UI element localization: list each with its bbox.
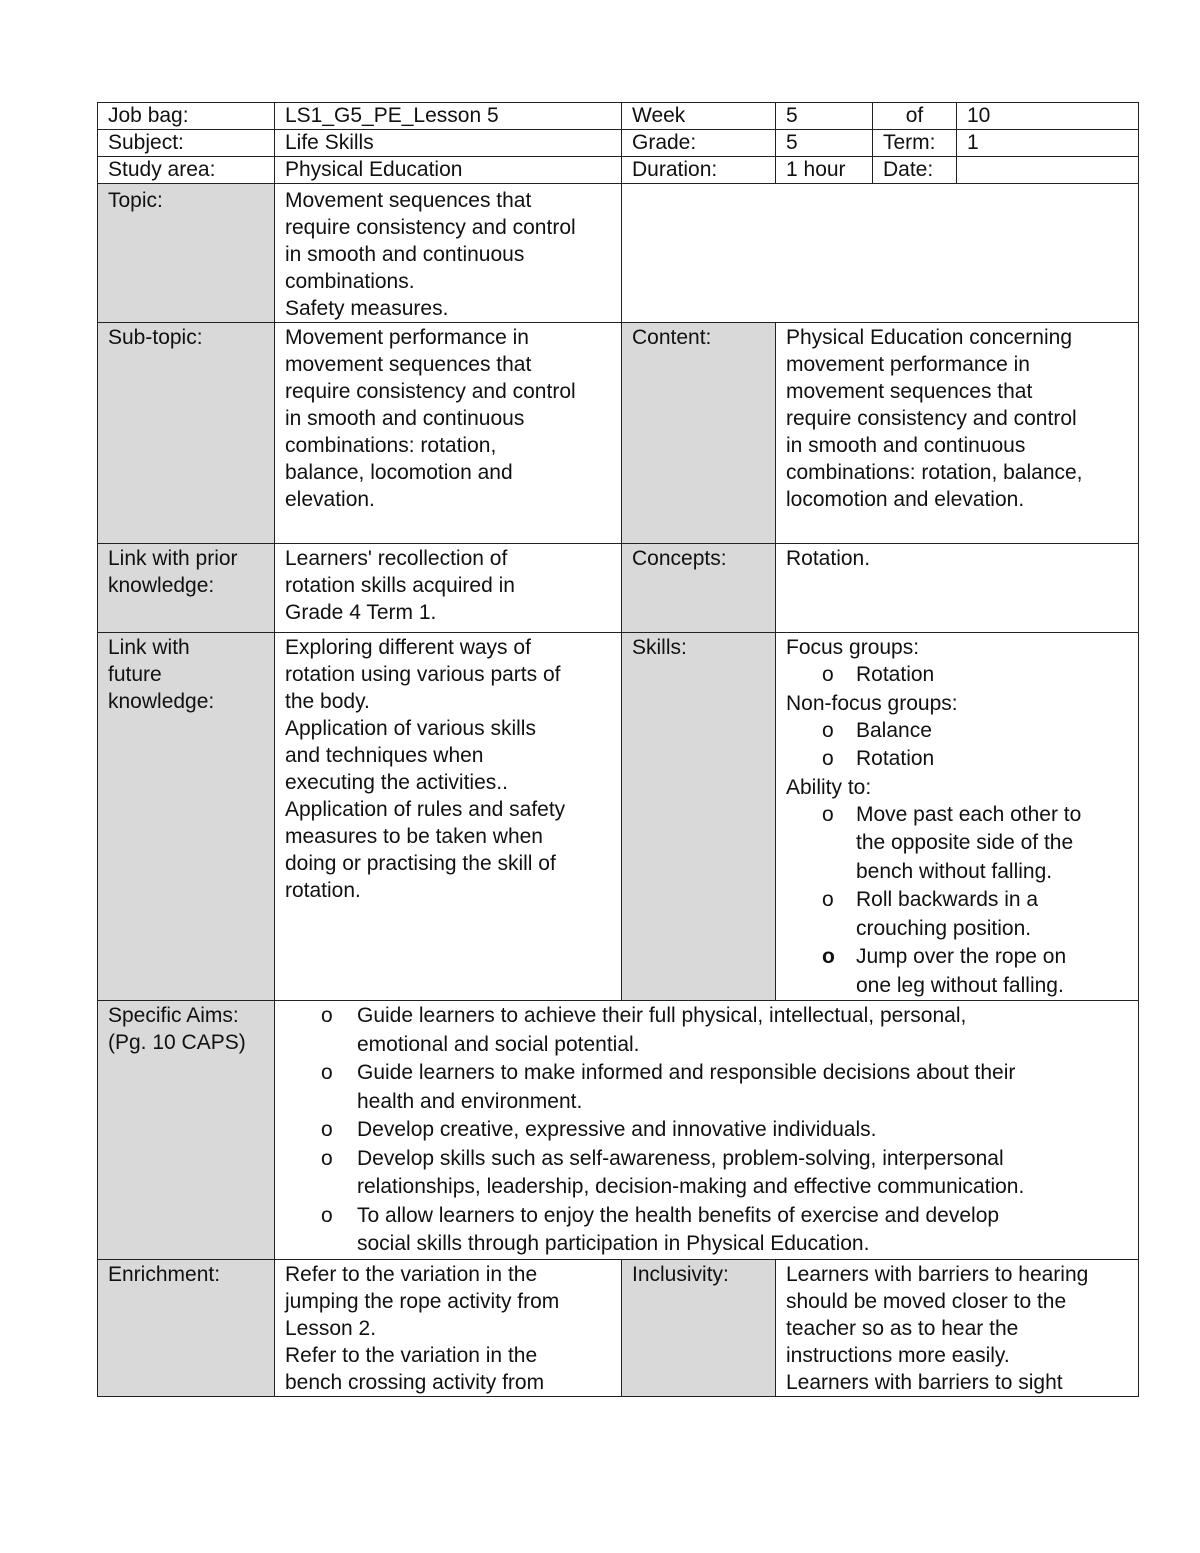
subtopic-line: balance, locomotion and [285, 461, 513, 484]
list-item-text: Balance [856, 718, 932, 742]
circle-bullet-icon: o [321, 1004, 333, 1027]
topic-line: in smooth and continuous [285, 243, 525, 266]
content-line: Physical Education concerning [786, 326, 1073, 349]
circle-bullet-icon: o [321, 1203, 333, 1227]
future-line: executing the activities.. [285, 771, 508, 794]
skills-label: Skills: [622, 633, 776, 1001]
list-item [285, 1202, 1138, 1259]
lesson-plan-table [97, 102, 1139, 1397]
list-item-line: Jump over the rope on [856, 945, 1067, 968]
future-line: doing or practising the skill of [285, 852, 556, 875]
circle-bullet-icon: o [822, 802, 834, 826]
inclusivity-label: Inclusivity: [622, 1259, 776, 1396]
future-knowledge-label [98, 633, 275, 1001]
specific-aims-content [275, 1001, 1139, 1260]
list-item-line: one leg without falling. [856, 973, 1064, 997]
inclusivity-line: teacher so as to hear the [786, 1316, 1019, 1340]
enrichment-row [98, 1259, 1139, 1396]
skills-content [776, 633, 1139, 1001]
subtopic-label: Sub-topic: [98, 323, 275, 544]
list-item [285, 1059, 1138, 1116]
content-line: in smooth and continuous [786, 434, 1026, 457]
list-item-line: Guide learners to achieve their full physical, intellectual, personal, [357, 1004, 967, 1027]
circle-bullet-icon: o [822, 888, 834, 911]
ability-list [786, 801, 1138, 1001]
future-line: and techniques when [285, 744, 484, 767]
term-value: 1 [957, 130, 1139, 157]
prior-knowledge-row [98, 544, 1139, 633]
subtopic-line: elevation. [285, 488, 375, 511]
list-item [786, 943, 1138, 1000]
list-item-line: social skills through participation in Physical Education. [357, 1232, 870, 1255]
prior-line: Grade 4 Term 1. [285, 601, 437, 624]
inclusivity-text [776, 1259, 1139, 1396]
circle-bullet-icon: o [822, 663, 834, 686]
list-item [786, 886, 1138, 943]
of-label: of [873, 103, 957, 130]
future-line: Application of rules and safety [285, 798, 566, 821]
content-line: require consistency and control [786, 407, 1077, 430]
circle-bullet-icon: o [822, 945, 835, 968]
subject-label: Subject: [98, 130, 275, 157]
content-line: locomotion and elevation. [786, 488, 1025, 511]
list-item-line: Move past each other to [856, 802, 1082, 826]
list-item [786, 661, 1138, 690]
content-line: combinations: rotation, balance, [786, 461, 1083, 484]
content-line: movement sequences that [786, 380, 1033, 403]
prior-label-line: knowledge: [108, 574, 215, 597]
list-item-line: To allow learners to enjoy the health benefits of exercise and develop [357, 1203, 1000, 1227]
date-value [957, 157, 1139, 184]
future-label-line: knowledge: [108, 690, 215, 713]
list-item [786, 801, 1138, 887]
non-focus-groups-list [786, 717, 1138, 774]
inclusivity-line: Learners with barriers to hearing [786, 1262, 1089, 1286]
list-item-line: relationships, leadership, decision-making and effective communication. [357, 1175, 1025, 1198]
future-line: Exploring different ways of [285, 636, 531, 659]
list-item [786, 717, 1138, 746]
prior-knowledge-text [275, 544, 622, 633]
header-row-subject [98, 130, 1139, 157]
subtopic-line: in smooth and continuous [285, 407, 525, 430]
subtopic-line: require consistency and control [285, 380, 576, 403]
enrichment-text [275, 1259, 622, 1396]
list-item-line: the opposite side of the [856, 831, 1074, 854]
subtopic-text [275, 323, 622, 544]
topic-line: require consistency and control [285, 216, 576, 239]
duration-value: 1 hour [776, 157, 873, 184]
specific-aims-label [98, 1001, 275, 1260]
list-item-text: Rotation [856, 747, 935, 770]
circle-bullet-icon: o [822, 747, 834, 770]
date-label: Date: [873, 157, 957, 184]
concepts-label: Concepts: [622, 544, 776, 633]
grade-value: 5 [776, 130, 873, 157]
list-item-line: Roll backwards in a [856, 888, 1039, 911]
job-bag-value: LS1_G5_PE_Lesson 5 [275, 103, 622, 130]
aims-label-line: Specific Aims: [108, 1004, 239, 1027]
subtopic-line: combinations: rotation, [285, 434, 497, 457]
header-row-study-area [98, 157, 1139, 184]
circle-bullet-icon: o [321, 1146, 333, 1170]
focus-groups-heading: Focus groups: [786, 636, 920, 659]
week-label: Week [622, 103, 776, 130]
specific-aims-row [98, 1001, 1139, 1260]
study-area-label: Study area: [98, 157, 275, 184]
enrichment-line: jumping the rope activity from [285, 1289, 560, 1313]
list-item-line: Guide learners to make informed and responsible decisions about their [357, 1061, 1016, 1084]
non-focus-groups-heading: Non-focus groups: [786, 691, 958, 715]
future-line: rotation using various parts of [285, 663, 561, 686]
topic-line: Movement sequences that [285, 189, 532, 212]
content-label: Content: [622, 323, 776, 544]
prior-knowledge-label [98, 544, 275, 633]
job-bag-label: Job bag: [98, 103, 275, 130]
list-item-line: Develop skills such as self-awareness, problem-solving, interpersonal [357, 1146, 1004, 1170]
week-value: 5 [776, 103, 873, 130]
future-line: measures to be taken when [285, 825, 543, 848]
header-row-job-bag [98, 103, 1139, 130]
focus-groups-list [786, 661, 1138, 690]
aims-list [285, 1002, 1138, 1259]
list-item-line: Develop creative, expressive and innovative individuals. [357, 1118, 877, 1141]
future-line: Application of various skills [285, 717, 536, 740]
topic-line: Safety measures. [285, 297, 449, 320]
topic-empty-cell [622, 184, 1139, 323]
topic-row [98, 184, 1139, 323]
list-item [786, 745, 1138, 774]
concepts-value: Rotation. [776, 544, 1139, 633]
enrichment-line: Lesson 2. [285, 1316, 377, 1340]
list-item [285, 1116, 1138, 1145]
circle-bullet-icon: o [321, 1118, 333, 1141]
list-item-line: emotional and social potential. [357, 1032, 640, 1056]
inclusivity-line: should be moved closer to the [786, 1289, 1067, 1313]
topic-text [275, 184, 622, 323]
list-item-line: health and environment. [357, 1089, 583, 1113]
enrichment-label: Enrichment: [98, 1259, 275, 1396]
list-item-text: Rotation [856, 663, 935, 686]
content-text [776, 323, 1139, 544]
of-value: 10 [957, 103, 1139, 130]
subject-value: Life Skills [275, 130, 622, 157]
topic-label: Topic: [98, 184, 275, 323]
enrichment-line: Refer to the variation in the [285, 1262, 538, 1286]
circle-bullet-icon: o [822, 718, 834, 742]
future-knowledge-text [275, 633, 622, 1001]
topic-line: combinations. [285, 270, 415, 293]
duration-label: Duration: [622, 157, 776, 184]
grade-label: Grade: [622, 130, 776, 157]
subtopic-row [98, 323, 1139, 544]
future-label-line: Link with [108, 636, 190, 659]
subtopic-line: movement sequences that [285, 353, 532, 376]
enrichment-line: bench crossing activity from [285, 1370, 545, 1394]
term-label: Term: [873, 130, 957, 157]
prior-line: Learners' recollection of [285, 547, 508, 570]
list-item-line: bench without falling. [856, 859, 1053, 883]
ability-heading: Ability to: [786, 775, 872, 799]
inclusivity-line: instructions more easily. [786, 1343, 1010, 1367]
prior-label-line: Link with prior [108, 547, 238, 570]
circle-bullet-icon: o [321, 1061, 333, 1084]
subtopic-line: Movement performance in [285, 326, 529, 349]
list-item [285, 1002, 1138, 1059]
aims-label-line: (Pg. 10 CAPS) [108, 1031, 246, 1054]
content-line: movement performance in [786, 353, 1030, 376]
future-line: rotation. [285, 879, 361, 902]
enrichment-line: Refer to the variation in the [285, 1343, 538, 1367]
prior-line: rotation skills acquired in [285, 574, 515, 597]
list-item-line: crouching position. [856, 916, 1032, 940]
future-label-line: future [108, 663, 162, 686]
study-area-value: Physical Education [275, 157, 622, 184]
list-item [285, 1145, 1138, 1202]
inclusivity-line: Learners with barriers to sight [786, 1370, 1063, 1394]
future-line: the body. [285, 690, 370, 713]
future-knowledge-row [98, 633, 1139, 1001]
